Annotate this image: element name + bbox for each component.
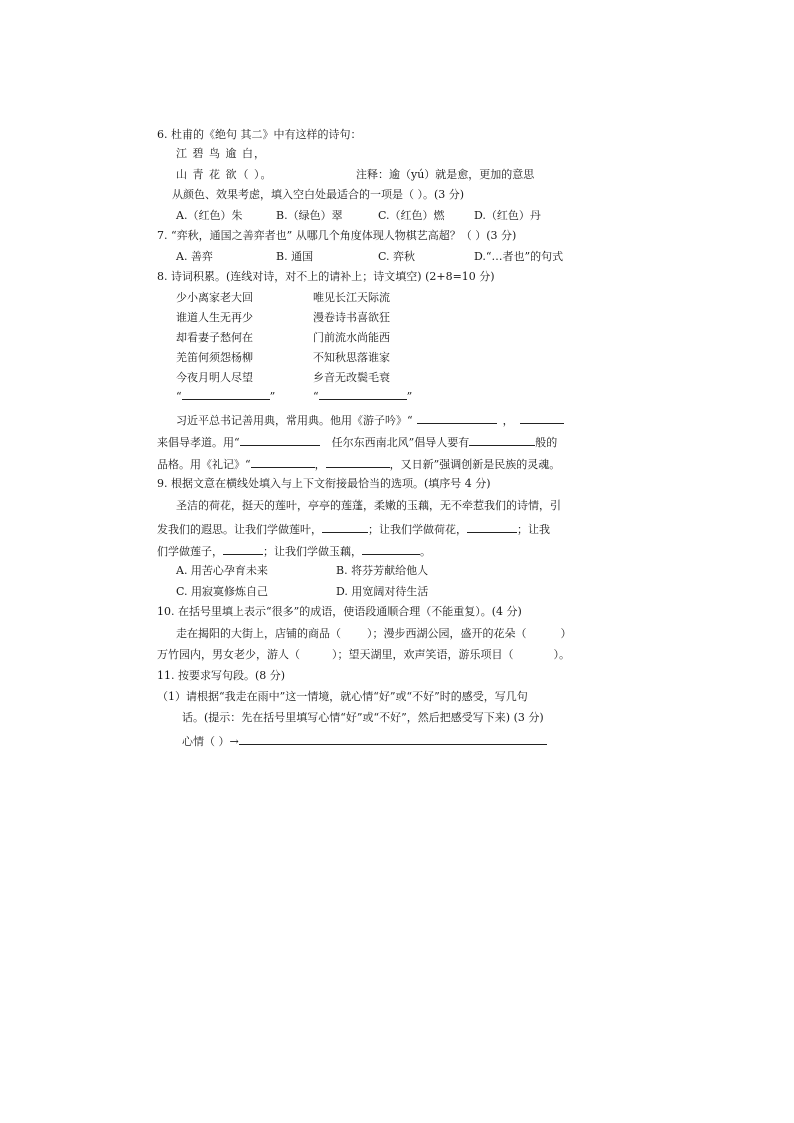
q6-instruction: 从颜色、效果考虑，填入空白处最适合的一项是（ ）。(3 分)	[172, 188, 465, 201]
q10-line-1: 走在揭阳的大街上，店铺的商品（ ）；漫步西湖公园，盛开的花朵（ ）	[176, 627, 572, 640]
q9-option-c: C. 用寂寞修炼自己	[176, 585, 269, 598]
q8-fill-line-3: 品格。用《礼记》“ ， ，又日新”强调创新是民族的灵魂。	[157, 458, 561, 471]
q8-blank-6[interactable]	[326, 456, 390, 468]
q6-note: 注释：逾（yú）就是愈，更加的意思	[356, 168, 535, 181]
q9-para-line-2: 发我们的遐思。让我们学做莲叶， ；让我们学做荷花， ；让我	[157, 523, 550, 536]
q6-title: 6. 杜甫的《绝句 其二》中有这样的诗句：	[157, 128, 362, 141]
q9-blank-2[interactable]	[467, 521, 517, 533]
q8-blank-3[interactable]	[240, 434, 320, 446]
q6-option-c: C.（红色）燃	[378, 209, 445, 222]
q7-option-c: C. 弈秋	[378, 250, 416, 263]
q8-left-line-5: 今夜月明人尽望	[176, 371, 253, 384]
q10-title: 10. 在括号里填上表示“很多”的成语，使语段通顺合理（不能重复）。(4 分)	[157, 605, 522, 618]
q8-blank-1[interactable]	[417, 412, 497, 424]
q9-option-b: B. 将芬芳献给他人	[336, 564, 429, 577]
q8-blank-quote-right[interactable]: “ ”	[313, 390, 413, 403]
q9-option-a: A. 用苦心孕育未来	[176, 564, 268, 577]
q7-option-a: A. 善弈	[176, 250, 213, 263]
q9-para-line-3: 们学做莲子， ；让我们学做玉藕， 。	[157, 545, 431, 558]
q11-mood-line	[182, 733, 547, 749]
q8-blank-quote-left[interactable]: “ ”	[176, 390, 276, 403]
q9-blank-3[interactable]	[223, 543, 263, 555]
q9-option-d: D. 用宽阔对待生活	[336, 585, 429, 598]
q9-blank-1[interactable]	[322, 521, 368, 533]
q8-right-line-3: 门前流水尚能西	[313, 331, 390, 344]
q7-title: 7. “弈秋，通国之善弈者也” 从哪几个角度体现人物棋艺高超？（ ）(3 分)	[157, 229, 517, 242]
q11-mood-label[interactable]: 心情（ ）→	[182, 735, 239, 748]
q8-fill-line-1: 习近平总书记善用典，常用典。他用《游子吟》“ ，	[176, 412, 564, 428]
q9-title: 9. 根据文意在横线处填入与上下文衔接最恰当的选项。(填序号 4 分)	[157, 477, 491, 490]
q8-blank-5[interactable]	[251, 456, 315, 468]
q6-option-d: D.（红色）丹	[474, 209, 541, 222]
q8-right-line-2: 漫卷诗书喜欲狂	[313, 311, 390, 324]
q9-para-line-1: 圣洁的荷花，挺天的莲叶，亭亭的莲蓬，柔嫩的玉藕，无不牵惹我们的诗情，引	[176, 499, 561, 512]
q8-left-line-3: 却看妻子愁何在	[176, 331, 253, 344]
q11-title: 11. 按要求写句段。(8 分)	[157, 669, 286, 682]
q6-poem-line1: 江 碧 鸟 逾 白，	[176, 147, 266, 160]
q8-blank-4[interactable]	[469, 434, 535, 446]
q9-blank-4[interactable]	[362, 543, 420, 555]
q8-right-line-1: 唯见长江天际流	[313, 291, 390, 304]
q8-right-line-5: 乡音无改鬓毛衰	[313, 371, 390, 384]
q6-poem-line2: 山 青 花 欲（ ）。	[176, 168, 273, 181]
q7-option-d: D.“…者也”的句式	[474, 250, 564, 263]
q6-option-a: A.（红色）朱	[176, 209, 243, 222]
q8-left-line-2: 谁道人生无再少	[176, 311, 253, 324]
q11-sub1-line-2: 话。(提示：先在括号里填写心情“好”或“不好”，然后把感受写下来) (3 分)	[182, 711, 544, 724]
q8-right-line-4: 不知秋思落谁家	[313, 351, 390, 364]
q8-title: 8. 诗词积累。(连线对诗，对不上的请补上；诗文填空) (2+8=10 分)	[157, 270, 495, 283]
q7-option-b: B. 通国	[276, 250, 314, 263]
q11-answer-blank[interactable]	[239, 733, 547, 745]
q8-fill-line-2: 来倡导孝道。用“ 任尔东西南北风”倡导人要有 般的	[157, 436, 558, 449]
q10-line-2: 万竹园内，男女老少，游人（ ）；望天湖里，欢声笑语，游乐项目（ ）。	[157, 648, 570, 661]
q11-sub1-line-1: （1）请根据“我走在雨中”这一情境，就心情“好”或“不好”时的感受，写几句	[157, 690, 528, 703]
q8-left-line-4: 羌笛何须怨杨柳	[176, 351, 253, 364]
q8-left-line-1: 少小离家老大回	[176, 291, 253, 304]
q6-option-b: B.（绿色）翠	[276, 209, 343, 222]
q8-blank-2[interactable]	[520, 412, 564, 424]
